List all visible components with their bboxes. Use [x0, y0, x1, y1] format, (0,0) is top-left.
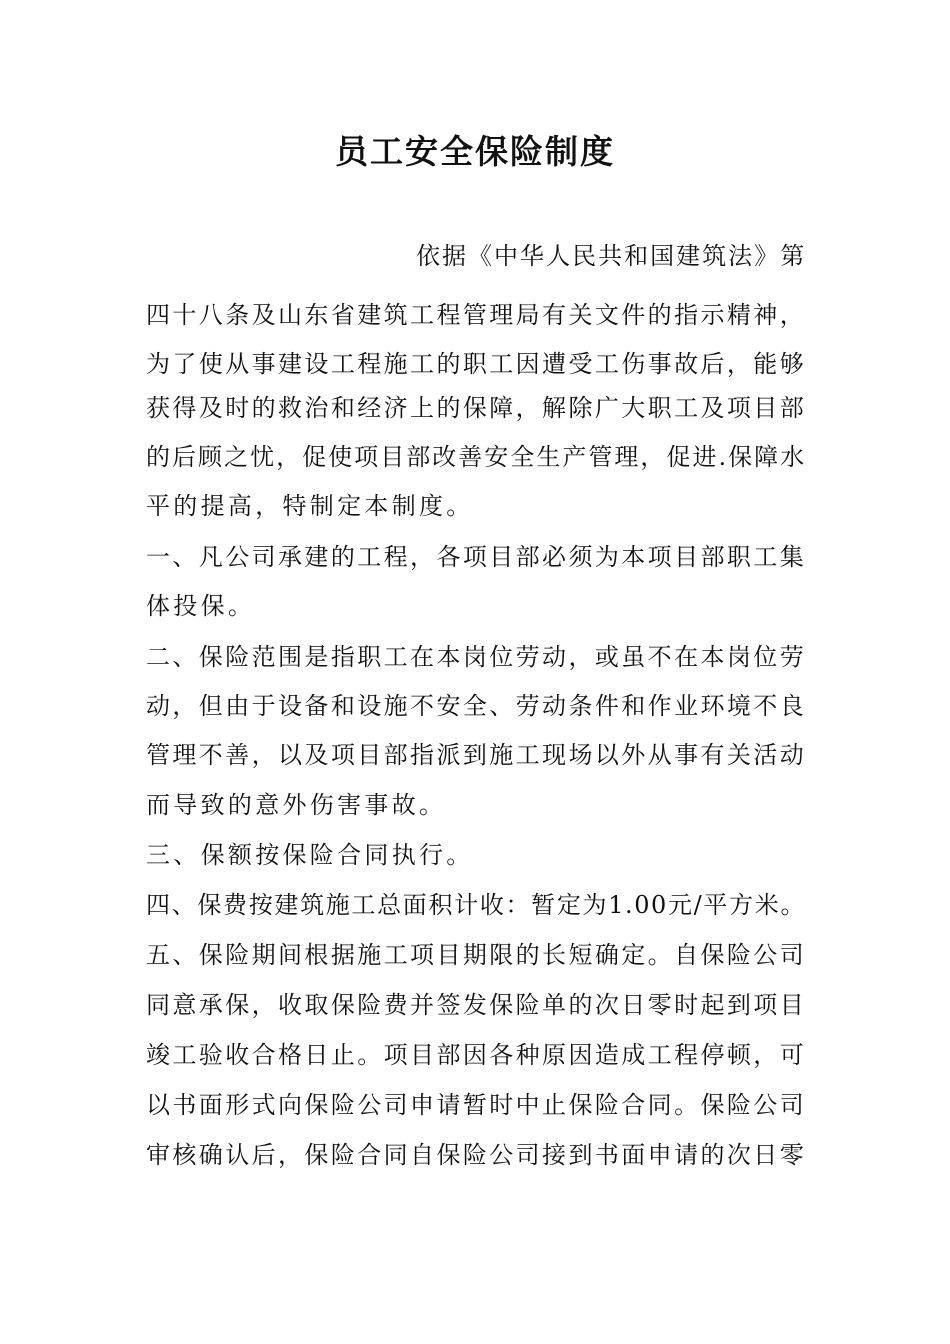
paragraph-line: 五、保险期间根据施工项目期限的长短确定。自保险公司: [146, 941, 806, 969]
paragraph-line: 二、保险范围是指职工在本岗位劳动，或虽不在本岗位劳: [146, 643, 806, 671]
paragraph-line: 一、凡公司承建的工程，各项目部必须为本项目部职工集: [146, 543, 806, 571]
paragraph-line: 管理不善，以及项目部指派到施工现场以外从事有关活动: [146, 741, 806, 769]
document-title: 员工安全保险制度: [335, 132, 615, 171]
paragraph-line: 动，但由于设备和设施不安全、劳动条件和作业环境不良: [146, 692, 806, 720]
paragraph-line: 体投保。: [146, 592, 256, 620]
paragraph-line: 四、保费按建筑施工总面积计收：暂定为1.00元/平方米。: [146, 891, 806, 919]
paragraph-line: 以书面形式向保险公司申请暂时中止保险合同。保险公司: [146, 1091, 806, 1119]
paragraph-line: 的后顾之忧，促使项目部改善安全生产管理，促进.保障水: [146, 443, 806, 471]
paragraph-line: 四十八条及山东省建筑工程管理局有关文件的指示精神，: [146, 301, 806, 329]
paragraph-line: 而导致的意外伤害事故。: [146, 791, 447, 819]
paragraph-line: 为了使从事建设工程施工的职工因遭受工伤事故后，能够: [146, 350, 806, 378]
paragraph-line: 三、保额按保险合同执行。: [146, 841, 474, 869]
paragraph-line: 竣工验收合格日止。项目部因各种原因造成工程停顿，可: [146, 1041, 806, 1069]
paragraph-line: 获得及时的救治和经济上的保障，解除广大职工及项目部: [146, 394, 806, 422]
paragraph-line: 审核确认后，保险合同自保险公司接到书面申请的次日零: [146, 1141, 806, 1169]
paragraph-line: 依据《中华人民共和国建筑法》第: [416, 242, 806, 270]
paragraph-line: 同意承保，收取保险费并签发保险单的次日零时起到项目: [146, 991, 806, 1019]
paragraph-line: 平的提高，特制定本制度。: [146, 492, 474, 520]
